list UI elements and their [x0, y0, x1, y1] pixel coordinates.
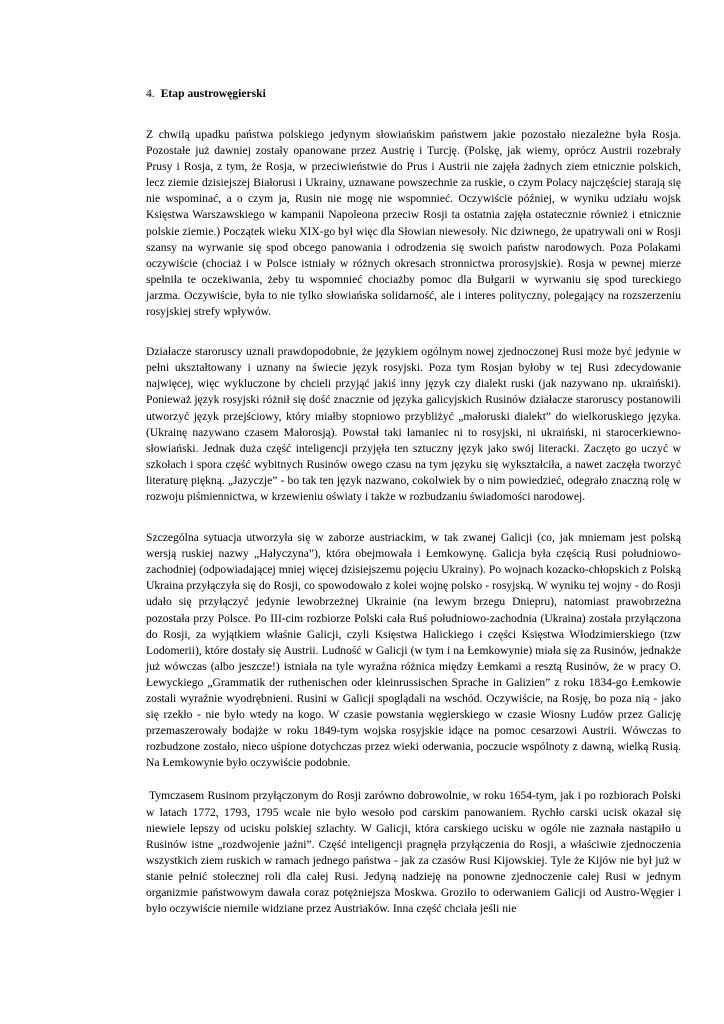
paragraph-4: Tymczasem Rusinom przyłączonym do Rosji zarówno dobrowolnie, w roku 1654-tym, jak i po rozbiorach Polski w latach 1772, 1793, 1795 wcale nie było wesoło pod carskim panowaniem. Rychło carski ucisk okazał się niewiele lepszy od ucisku polskiej szlachty. W Galicji, która carskiego ucisku w ogóle nie zaznała nastąpiło u Rusinów istne „rozdwojenie jaźni”. Część inteligencji pragnęła przyłączenia do Rosji, a właściwie zjednoczenia wszystkich ziem ruskich w ramach jednego państwa - jak za czasów Rusi Kijowskiej. Tyle że Kijów nie był już w stanie pełnić stołecznej roli dla całej Rusi. Jedyną nadzieję na ponowne zjednoczenie całej Rusi w jednym organizmie państwowym dawała coraz potężniejsza Moskwa. Groziło to oderwaniem Galicji od Austro-Węgier i było oczywiście niemile widziane przez Austriaków. Inna część chciała jeśli nie [146, 789, 681, 916]
paragraph-2: Działacze staroruscy uznali prawdopodobnie, że językiem ogólnym nowej zjednoczonej Rusi może być jedynie w pełni ukształtowany i uznany na świecie język rosyjski. Poza tym Rosjan byłoby w tej Rusi zdecydowanie najwięcej, więc wykluczone by chcieli przyjąć jakiś inny język czy dialekt ruski (jak nazywano np. ukraiński). Ponieważ język rosyjski różnił się dość znacznie od języka galicyjskich Rusinów działacze staroruscy postanowili utworzyć język przejściowy, który miałby stopniowo przybliżyć „małoruski dialekt” do wielkoruskiego języka. (Ukrainę nazywano czasem Małorosją). Powstał taki łamaniec ni to rosyjski, ni ukraiński, ni starocerkiewno-słowiański. Jednak duża część inteligencji przyjęła ten sztuczny język jako swój literacki. Zaczęto go uczyć w szkołach i spora część wybitnych Rusinów owego czasu na tym języku się wykształciła, a nawet zaczęła tworzyć literaturę piękną. „Jazyczje” - bo tak ten język nazwano, cokolwiek by o nim powiedzieć, odegrało znaczną rolę w rozwoju piśmiennictwa, w krzewieniu oświaty i także w rozbudzaniu świadomości narodowej. [146, 345, 681, 503]
paragraph-3: Szczególna sytuacja utworzyła się w zaborze austriackim, w tak zwanej Galicji (co, jak mniemam jest polską wersją ruskiej nazwy „Hałyczyna”), która obejmowała i Łemkowynę. Galicja była częścią Rusi południowo-zachodniej (odpowiadającej mniej więcej dzisiejszemu pojęciu Ukrainy). Po wojnach kozacko-chłopskich z Polską Ukraina przyłączyła się do Rosji, co spowodowało z kolei wojnę polsko - rosyjską. W wyniku tej wojny - do Rosji udało się przyłączyć jedynie lewobrzeżnej Ukrainie (na lewym brzegu Dniepru), natomiast prawobrzeżna pozostała przy Polsce. Po III-cim rozbiorze Polski cała Ruś południowo-zachodnia (Ukraina) została przyłączona do Rosji, za wyjątkiem właśnie Galicji, czyli Księstwa Halickiego i części Księstwa Włodzimierskiego (tzw Lodomerii), które dostały się Austrii. Ludność w Galicji (w tym i na Łemkowynie) miała się za Rusinów, jednakże już wówczas (albo jeszcze!) istniała na tyle wyraźna różnica między Łemkami a resztą Rusinów, że w pracy O. Łewyckiego „Grammatik der ruthenischen oder kleinrussischen Sprache in Galizien” z roku 1834-go Łemkowie zostali wyraźnie wyodrębnieni. Rusini w Galicji spoglądali na wschód. Oczywiście, na Rosję, bo poza nią - jako się rzekło - nie było wtedy na kogo. W czasie powstania węgierskiego w czasie Wiosny Ludów przez Galicję przemaszerowały bodajże w roku 1849-tym wojska rosyjskie idące na pomoc cesarzowi Austrii. Wówczas to rozbudzone zostało, nieco uśpione dotychczas przez wieki oderwania, poczucie wspólnoty z dawną, wielką Rusią. Na Łemkowynie było oczywiście podobnie. [146, 531, 681, 770]
section-number: 4. [146, 87, 155, 100]
document-page [146, 86, 681, 917]
section-heading [146, 86, 681, 102]
paragraph-1: Z chwilą upadku państwa polskiego jedynym słowiańskim państwem jakie pozostało niezależne była Rosja. Pozostałe już dawniej zostały opanowane przez Austrię i Turcję. (Polskę, jak wiemy, oprócz Austrii rozebrały Prusy i Rosja, z tym, że Rosja, w przeciwieństwie do Prus i Austrii nie zajęła żadnych ziem etnicznie polskich, lecz ziemie dzisiejszej Białorusi i Ukrainy, uznawane powszechnie za ruskie, o czym Polacy najczęściej starają się nie wspominać, a o czym ja, Rusin nie mogę nie wspomnieć. Oczywiście później, w wyniku udziału wojsk Księstwa Warszawskiego w kampanii Napoleona przeciw Rosji ta ostatnia zajęła ostatecznie również i etnicznie polskie ziemie.) Początek wieku XIX-go był więc dla Słowian niewesoły. Nic dziwnego, że upatrywali oni w Rosji szansy na wyrwanie się spod obcego panowania i odrodzenia się swoich państw narodowych. Poza Polakami oczywiście (chociaż i w Polsce istniały w różnych okresach stronnictwa prorosyjskie). Rosja w pewnej mierze spełniła te oczekiwania, żeby tu wspomnieć chociażby pomoc dla Bułgarii w wyrwaniu się spod tureckiego jarzma. Oczywiście, była to nie tylko słowiańska solidarność, ale i interes polityczny, polegający na rozszerzeniu rosyjskiej strefy wpływów. [146, 128, 681, 319]
section-title: Etap austrowęgierski [160, 87, 266, 100]
